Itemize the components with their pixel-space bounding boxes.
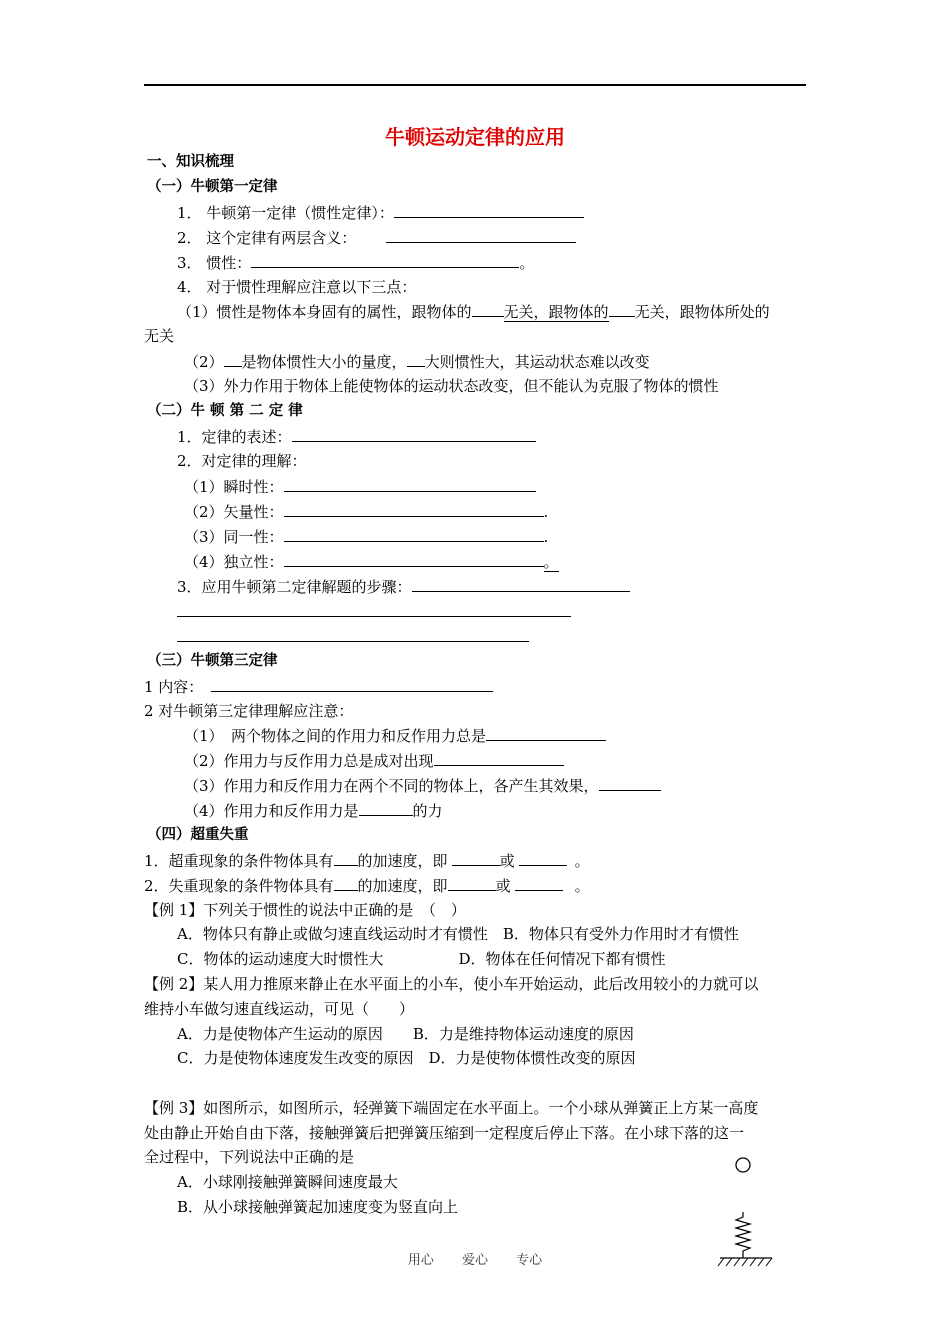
blank xyxy=(412,575,630,592)
item-a3-text: 3． 惯性： xyxy=(177,254,252,272)
page-title: 牛顿运动定律的应用 xyxy=(385,125,565,149)
period: . xyxy=(543,528,549,546)
text: （1） 两个物体之间的作用力和反作用力总是 xyxy=(184,727,487,745)
blank xyxy=(452,849,500,866)
blank xyxy=(284,550,544,567)
blank xyxy=(515,874,563,891)
text: 3．应用牛顿第二定律解题的步骤： xyxy=(177,578,412,596)
heading-first-law: （一）牛顿第一定律 xyxy=(147,179,278,195)
blank xyxy=(448,874,496,891)
item-c2-4 xyxy=(184,799,443,822)
blank xyxy=(334,874,358,891)
answer-line xyxy=(177,600,571,623)
example-3-option-b: B．从小球接触弹簧起加速度变为竖直向上 xyxy=(177,1198,459,1216)
text: 2．失重现象的条件物体具有 xyxy=(144,877,334,895)
text: （2） xyxy=(184,353,224,371)
blank xyxy=(177,625,529,642)
blank xyxy=(251,251,519,268)
text: 的加速度，即 xyxy=(357,877,448,895)
blank xyxy=(224,350,242,367)
text: 的加速度，即 xyxy=(357,852,448,870)
heading-weight: （四）超重失重 xyxy=(147,827,249,843)
item-b3 xyxy=(177,575,630,598)
period: 。 xyxy=(519,254,535,272)
item-b2-2 xyxy=(184,500,548,523)
example-3: 【例 3】如图所示，如图所示，轻弹簧下端固定在水平面上。一个小球从弹簧正上方某一高度 xyxy=(144,1099,759,1117)
item-a3 xyxy=(177,251,534,274)
text: 或 xyxy=(499,852,515,870)
example-1-options-ab: A．物体只有静止或做匀速直线运动时才有惯性 B．物体只有受外力作用时才有惯性 xyxy=(177,925,739,943)
item-c2: 2 对牛顿第三定律理解应注意： xyxy=(144,702,354,720)
blank xyxy=(292,425,536,442)
example-3-option-a: A．小球刚接触弹簧瞬间速度最大 xyxy=(177,1173,398,1191)
item-c2-3 xyxy=(184,774,661,797)
period: 。 xyxy=(574,877,590,895)
item-b2-3 xyxy=(184,525,548,548)
item-c2-2 xyxy=(184,749,564,772)
item-a4-3: （3）外力作用于物体上能使物体的运动状态改变，但不能认为克服了物体的惯性 xyxy=(184,377,719,395)
text: 是物体惯性大小的量度， xyxy=(241,353,407,371)
blank xyxy=(486,724,606,741)
blank xyxy=(599,774,661,791)
example-2-options-cd: C．力是使物体速度发生改变的原因 D．力是使物体惯性改变的原因 xyxy=(177,1049,636,1067)
blank xyxy=(284,525,544,542)
item-a2-text: 2． 这个定律有两层含义： xyxy=(177,229,357,247)
item-a2 xyxy=(177,226,576,249)
blank xyxy=(407,350,425,367)
ball xyxy=(736,1158,750,1172)
blank xyxy=(394,201,584,218)
item-c2-1 xyxy=(184,724,606,747)
blank xyxy=(472,300,504,317)
example-1: 【例 1】下列关于惯性的说法中正确的是 （ ） xyxy=(144,901,466,919)
text: （2）作用力与反作用力总是成对出现 xyxy=(184,752,434,770)
blank xyxy=(519,849,567,866)
item-a4-1 xyxy=(177,300,770,323)
example-3-cont: 处由静止开始自由下落，接触弹簧后把弹簧压缩到一定程度后停止下落。在小球下落的这一 xyxy=(144,1124,745,1142)
item-d1 xyxy=(144,849,590,872)
example-2: 【例 2】某人用力推原来静止在水平面上的小车，使小车开始运动，此后改用较小的力就可以 xyxy=(144,975,759,993)
period: 。 xyxy=(543,553,559,571)
example-1-options-cd: C．物体的运动速度大时惯性大 D．物体在任何情况下都有惯性 xyxy=(177,950,666,968)
blank xyxy=(434,749,564,766)
blank xyxy=(386,226,576,243)
item-b1 xyxy=(177,425,536,448)
item-b2-4 xyxy=(184,550,559,573)
period: 。 xyxy=(574,852,590,870)
text: 无关，跟物体的 xyxy=(503,303,609,321)
text: （4）独立性： xyxy=(184,553,284,571)
blank xyxy=(284,500,544,517)
text: （1）瞬时性： xyxy=(184,478,284,496)
text: （3）作用力和反作用力在两个不同的物体上，各产生其效果， xyxy=(184,777,599,795)
header-rule xyxy=(144,84,806,86)
blank xyxy=(609,300,635,317)
section-knowledge: 一、知识梳理 xyxy=(147,154,234,170)
text: 1 内容： xyxy=(144,678,204,696)
period: . xyxy=(543,503,549,521)
text: 无关，跟物体所处的 xyxy=(634,303,770,321)
blank xyxy=(334,849,358,866)
example-3-cont2: 全过程中，下列说法中正确的是 xyxy=(144,1148,355,1166)
item-d2 xyxy=(144,874,590,897)
item-a1-text: 1． 牛顿第一定律（惯性定律）： xyxy=(177,204,394,222)
blank xyxy=(359,799,413,816)
text: 1．定律的表述： xyxy=(177,428,292,446)
page-footer: 用心 爱心 专心 xyxy=(407,1253,543,1268)
blank xyxy=(177,600,571,617)
example-2-options-ab: A．力是使物体产生运动的原因 B．力是维持物体运动速度的原因 xyxy=(177,1025,634,1043)
item-b2-1 xyxy=(184,475,536,498)
item-b2: 2．对定律的理解： xyxy=(177,452,307,470)
text: （3）同一性： xyxy=(184,528,284,546)
text: （4）作用力和反作用力是 xyxy=(184,802,359,820)
example-2-cont: 维持小车做匀速直线运动，可见（ ） xyxy=(144,1000,415,1018)
blank xyxy=(211,675,493,692)
text: 或 xyxy=(495,877,511,895)
answer-line xyxy=(177,625,529,648)
item-a1 xyxy=(177,201,584,224)
blank xyxy=(284,475,536,492)
item-a4-2 xyxy=(184,350,650,373)
text: （2）矢量性： xyxy=(184,503,284,521)
heading-second-law: （二）牛 顿 第 二 定 律 xyxy=(147,403,303,419)
text: （1）惯性是物体本身固有的属性，跟物体的 xyxy=(177,303,472,321)
item-a4-1-cont: 无关 xyxy=(144,327,175,345)
text: 的力 xyxy=(412,802,443,820)
item-a4: 4． 对于惯性理解应注意以下三点： xyxy=(177,278,417,296)
text: 1．超重现象的条件物体具有 xyxy=(144,852,334,870)
heading-third-law: （三）牛顿第三定律 xyxy=(147,653,278,669)
item-c1 xyxy=(144,675,493,698)
text: 大则惯性大，其运动状态难以改变 xyxy=(424,353,650,371)
